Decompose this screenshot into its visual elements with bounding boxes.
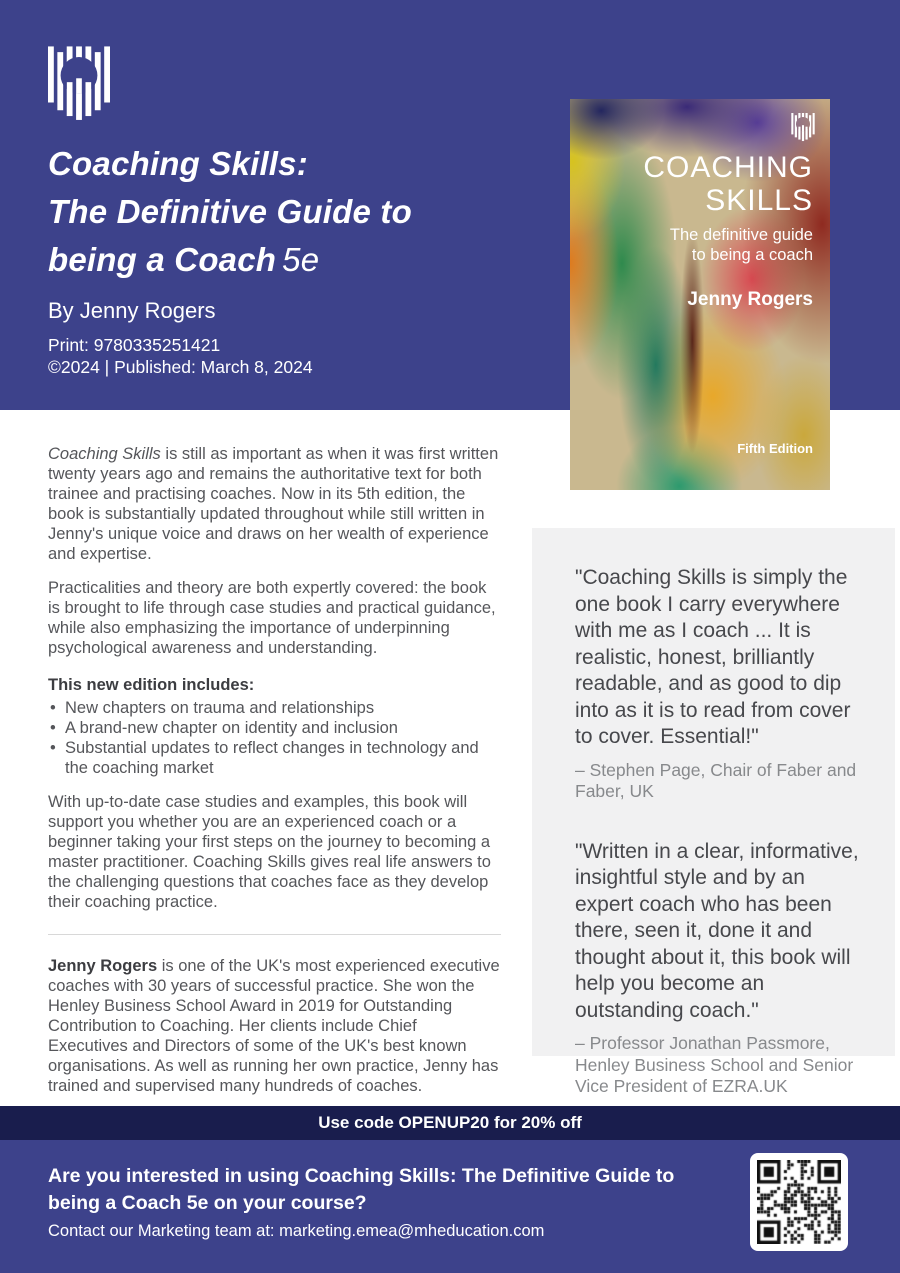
cover-subtitle: The definitive guide to being a coach xyxy=(669,226,813,264)
cover-edition-label: Fifth Edition xyxy=(737,441,813,456)
description-paragraph-2: Practicalities and theory are both expertly covered: the book is brought to life through case studies and practical guidance, while also emphasizing the importance of underpinning psychological awareness and understanding. xyxy=(48,579,496,657)
edition-label: 5e xyxy=(282,241,320,278)
title-line-2: The Definitive Guide to xyxy=(48,193,412,230)
cover-text xyxy=(593,151,813,311)
list-item: • New chapters on trauma and relationships xyxy=(48,698,501,718)
copyright-line: ©2024 | Published: March 8, 2024 xyxy=(48,357,313,377)
publication-meta xyxy=(48,334,313,378)
mcgraw-hill-logo-icon xyxy=(48,46,110,128)
author-bio: Jenny Rogers is one of the UK's most experienced executive coaches with 30 years of successful practice. She won the Henley Business School Award in 2019 for Outstanding Contribution to Coaching. Her clients include Chief Executives and Directors of some of the UK's best known organisations. As well as running her own practice, Jenny has trained and supervised many hundreds of coaches. xyxy=(48,957,500,1095)
section-divider xyxy=(48,934,501,935)
list-item: • Substantial updates to reflect changes in technology and the coaching market xyxy=(48,738,501,778)
testimonial-quote: "Written in a clear, informative, insightful style and by an expert coach who has been there, seen it, done it and thought about it, this book will help you become an outstanding coach." xyxy=(575,839,859,1022)
qr-code-canvas xyxy=(757,1160,841,1244)
includes-list xyxy=(48,698,501,778)
cover-title: COACHING SKILLS xyxy=(643,151,813,217)
promo-code-text: Use code OPENUP20 for 20% off xyxy=(318,1113,582,1132)
testimonial-attribution: – Stephen Page, Chair of Faber and Faber, UK xyxy=(575,759,857,801)
footer-contact-email: Contact our Marketing team at: marketing.emea@mheducation.com xyxy=(48,1222,545,1240)
title-line-3: being a Coach 5e xyxy=(48,241,320,278)
title-line-1: Coaching Skills: xyxy=(48,145,308,182)
page-title xyxy=(48,140,412,284)
testimonials-box xyxy=(532,528,895,1096)
testimonial-quote: "Coaching Skills is simply the one book I carry everywhere with me as I coach ... It is realistic, honest, brilliantly readable, and as good to dip into as it is to read from cover to cover. Essential!" xyxy=(575,566,851,748)
cover-mcgraw-hill-logo-icon xyxy=(791,113,815,144)
testimonial-2 xyxy=(575,839,861,1098)
testimonial-attribution: – Professor Jonathan Passmore, Henley Business School and Senior Vice President of EZRA.UK xyxy=(575,1033,854,1096)
testimonial-1 xyxy=(575,565,861,803)
author-name-bold: Jenny Rogers xyxy=(48,957,158,975)
cover-author: Jenny Rogers xyxy=(687,289,813,310)
qr-code xyxy=(750,1153,848,1251)
book-cover xyxy=(570,99,830,490)
promo-bar xyxy=(0,1106,900,1140)
list-item: • A brand-new chapter on identity and inclusion xyxy=(48,718,501,738)
body-left-column xyxy=(48,444,501,1110)
book-title-italic: Coaching Skills xyxy=(48,445,161,463)
description-paragraph-3: With up-to-date case studies and examples, this book will support you whether you are an experienced coach or a beginner taking your first steps on the journey to becoming a master practitioner. Coaching Skills gives real life answers to the challenging questions that coaches face as they develop their coaching practice. xyxy=(48,793,491,911)
author-byline: By Jenny Rogers xyxy=(48,298,216,323)
footer-banner xyxy=(0,1140,900,1273)
includes-heading: This new edition includes: xyxy=(48,676,255,694)
description-paragraph-1: Coaching Skills is still as important as when it was first written twenty years ago and remains the authoritative text for both trainee and practising coaches. Now in its 5th edition, the book is substantially updated throughout while still written in Jenny's unique voice and draws on her wealth of experience and expertise. xyxy=(48,445,499,563)
footer-heading: Are you interested in using Coaching Skills: The Definitive Guide to being a Coach 5e on your course? xyxy=(48,1165,675,1214)
print-isbn: Print: 9780335251421 xyxy=(48,335,221,355)
